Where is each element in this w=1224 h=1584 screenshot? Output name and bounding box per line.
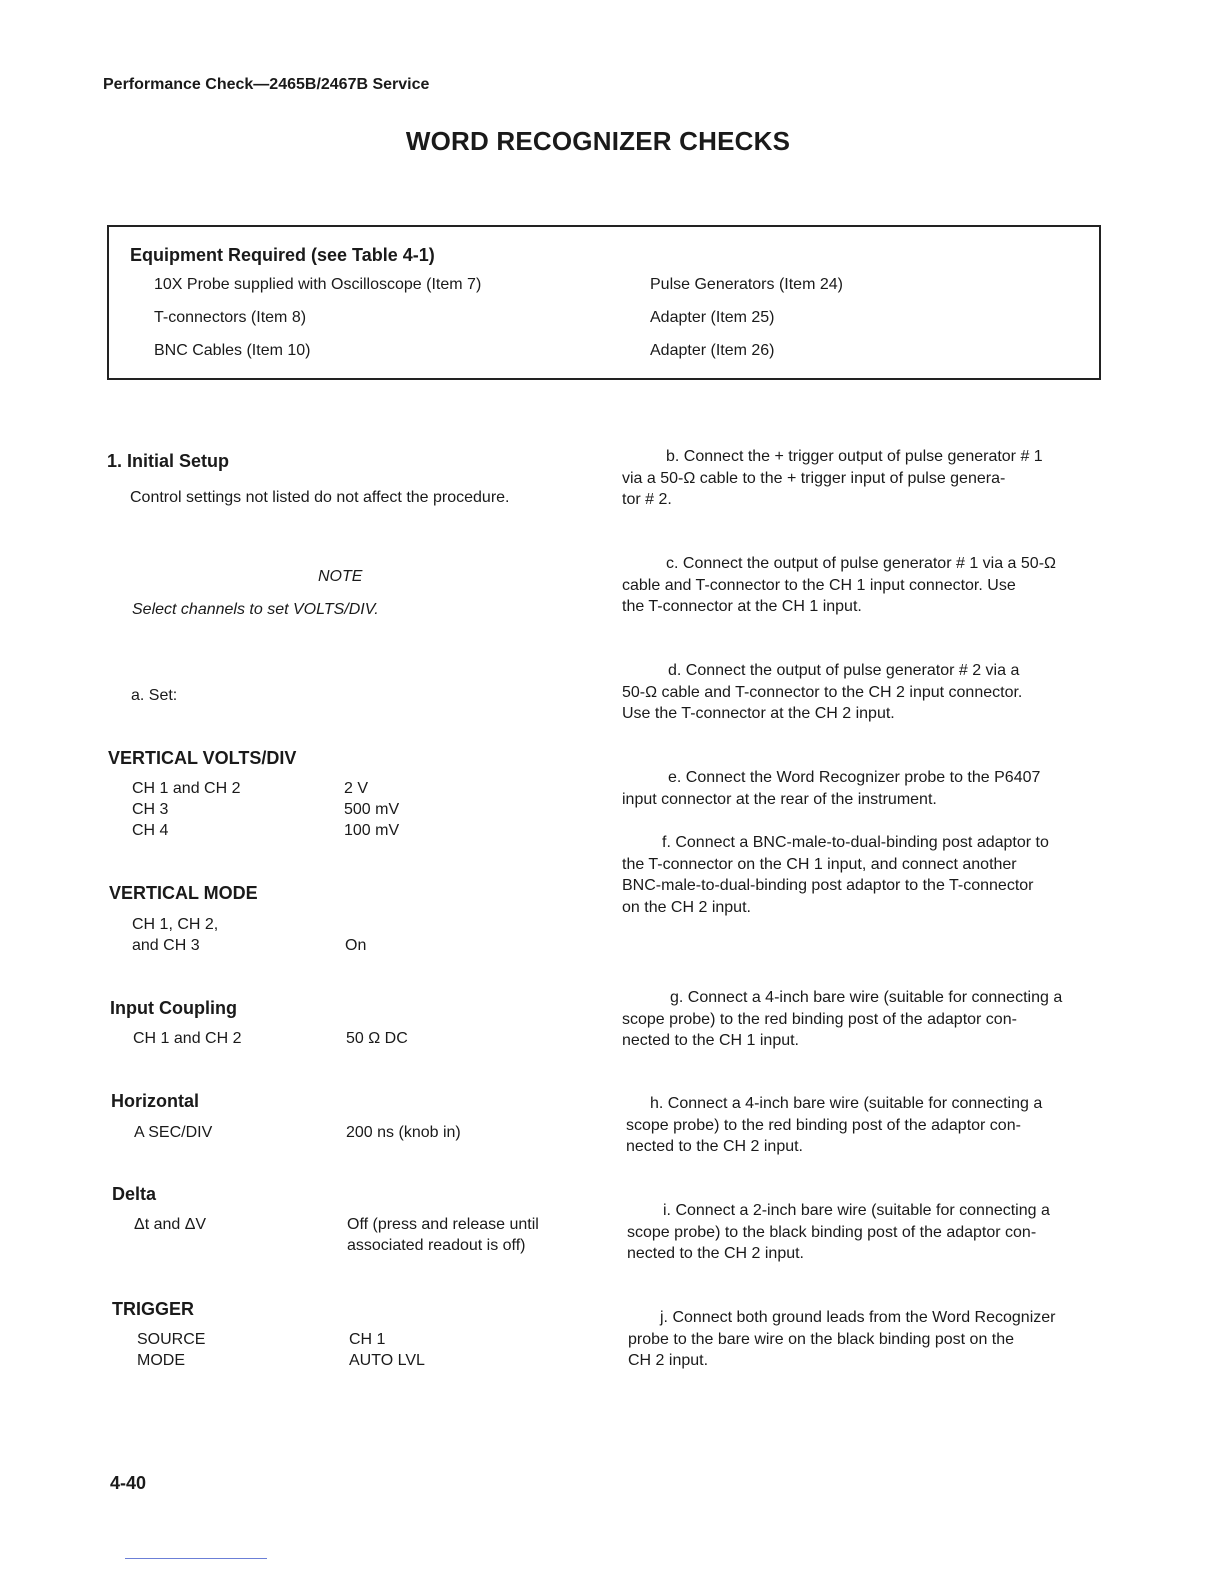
running-header: Performance Check—2465B/2467B Service	[103, 76, 430, 93]
step-d: d. Connect the output of pulse generator # 2 via a 50-Ω cable and T-connector to the CH 2 input connector. Use the T-connector at the CH 2 input.	[622, 662, 1023, 722]
step-e: e. Connect the Word Recognizer probe to the P6407 input connector at the rear of the instrument.	[622, 769, 1041, 808]
setting-label: CH 4	[132, 822, 169, 839]
equipment-item: 10X Probe supplied with Oscilloscope (Item 7)	[154, 276, 482, 293]
equipment-item: BNC Cables (Item 10)	[154, 342, 311, 359]
setting-value: CH 1	[349, 1331, 386, 1348]
setting-label: MODE	[137, 1352, 185, 1369]
group-title-vertical-volts: VERTICAL VOLTS/DIV	[108, 748, 297, 768]
setting-value: AUTO LVL	[349, 1352, 425, 1369]
setting-value: 500 mV	[344, 801, 400, 818]
setting-value: associated readout is off)	[347, 1237, 526, 1254]
setting-label: CH 1, CH 2,	[132, 916, 219, 933]
note-title: NOTE	[318, 568, 363, 585]
setting-label: and CH 3	[132, 937, 200, 954]
setting-label: CH 3	[132, 801, 169, 818]
page-title: WORD RECOGNIZER CHECKS	[405, 126, 791, 156]
page-number: 4-40	[110, 1473, 147, 1493]
step-f: f. Connect a BNC-male-to-dual-binding post adaptor to the T-connector on the CH 1 input, and connect another BNC-male-to-dual-binding post adaptor to the T-connector on the CH 2 input.	[622, 834, 1049, 916]
setting-label: CH 1 and CH 2	[133, 1030, 242, 1047]
divider	[125, 1558, 267, 1559]
setting-label: CH 1 and CH 2	[132, 780, 241, 797]
equipment-box	[107, 225, 1101, 380]
step-b: b. Connect the + trigger output of pulse generator # 1 via a 50-Ω cable to the + trigger input of pulse genera- tor # 2.	[622, 448, 1043, 508]
step-j: j. Connect both ground leads from the Word Recognizer probe to the bare wire on the black binding post on the CH 2 input.	[628, 1309, 1056, 1369]
group-title-delta: Delta	[112, 1184, 157, 1204]
equipment-heading: Equipment Required (see Table 4-1)	[130, 245, 435, 265]
equipment-item: Adapter (Item 26)	[650, 342, 775, 359]
equipment-item: Pulse Generators (Item 24)	[650, 276, 843, 293]
step-g: g. Connect a 4-inch bare wire (suitable for connecting a scope probe) to the red binding post of the adaptor con- nected to the CH 1 input.	[622, 989, 1063, 1049]
note-text: Select channels to set VOLTS/DIV.	[132, 601, 379, 618]
group-title-trigger: TRIGGER	[112, 1299, 195, 1319]
setting-value: 100 mV	[344, 822, 400, 839]
step-a: a. Set:	[131, 687, 178, 704]
group-title-horizontal: Horizontal	[111, 1091, 199, 1111]
setting-label: Δt and ΔV	[134, 1216, 207, 1233]
step-h: h. Connect a 4-inch bare wire (suitable for connecting a scope probe) to the red binding post of the adaptor con- nected to the CH 2 input.	[626, 1095, 1043, 1155]
group-title-input-coupling: Input Coupling	[110, 998, 237, 1018]
step-c: c. Connect the output of pulse generator # 1 via a 50-Ω cable and T-connector to the CH 1 input connector. Use the T-connector at the CH 1 input.	[622, 555, 1056, 615]
group-title-vertical-mode: VERTICAL MODE	[109, 883, 258, 903]
equipment-item: Adapter (Item 25)	[650, 309, 775, 326]
section-title: 1. Initial Setup	[107, 451, 230, 471]
equipment-item: T-connectors (Item 8)	[154, 309, 307, 326]
setting-value: Off (press and release until	[347, 1216, 539, 1233]
step-i: i. Connect a 2-inch bare wire (suitable for connecting a scope probe) to the black binding post of the adaptor con- nected to the CH 2 input.	[627, 1202, 1050, 1262]
setting-label: A SEC/DIV	[134, 1124, 213, 1141]
setting-value: On	[345, 937, 367, 954]
setting-label: SOURCE	[137, 1331, 206, 1348]
setting-value: 50 Ω DC	[346, 1030, 408, 1047]
section-intro: Control settings not listed do not affect the procedure.	[130, 489, 510, 506]
setting-value: 200 ns (knob in)	[346, 1124, 461, 1141]
setting-value: 2 V	[344, 780, 369, 797]
